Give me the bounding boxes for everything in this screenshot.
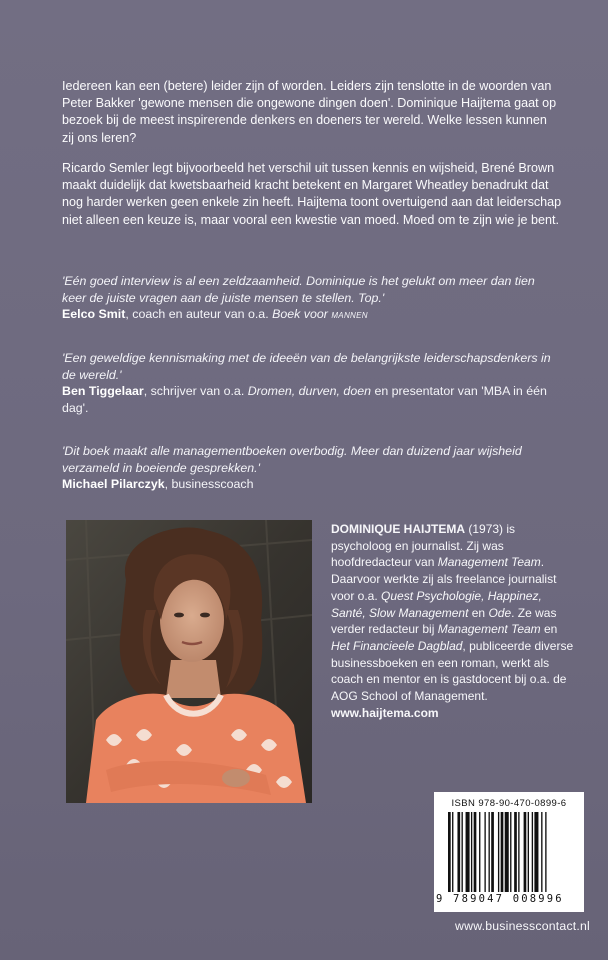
barcode-bar <box>498 812 499 892</box>
publisher-website: www.businesscontact.nl <box>455 919 590 933</box>
barcode-digits: 9 789047 008996 <box>436 893 564 905</box>
barcode-bar <box>491 812 494 892</box>
quote-author: Eelco Smit <box>62 307 126 322</box>
author-photo <box>66 520 312 803</box>
barcode-bar <box>545 812 546 892</box>
barcode-bars <box>448 812 576 892</box>
author-portrait-image <box>66 520 312 803</box>
barcode-bar <box>532 812 533 892</box>
quote-text: 'Een geweldige kennismaking met de ideeën van de belangrijkste leiderschapsdenkers in de wereld.' <box>62 351 551 382</box>
barcode-bar <box>518 812 519 892</box>
barcode-bar <box>457 812 460 892</box>
quote-text: 'Eén goed interview is al een zeldzaamheid. Dominique is het gelukt om meer dan tien keer de juiste vragen aan de juiste mensen te stellen. Top.' <box>62 274 535 305</box>
blurb-paragraph-2: Ricardo Semler legt bijvoorbeeld het verschil uit tussen kennis en wijsheid, Brené Brown maakt duidelijk dat kwetsbaarheid kracht betekent en Margaret Wheatley benadrukt dat nog harder werken geen enkele zin heeft. Haijtema toont overtuigend aan dat leiderschap niet alleen een keuze is, maar vooral een kwestie van moed. Moed om te zijn wie je bent. <box>62 161 562 227</box>
quote-attribution: Eelco Smit, coach en auteur van o.a. Boek voor MANNEN <box>62 307 368 322</box>
barcode-bar <box>510 812 511 892</box>
blurb-paragraph-1: Iedereen kan een (betere) leider zijn of worden. Leiders zijn tenslotte in de woorden van Peter Bakker 'gewone mensen die ongewone dingen doen'. Dominique Haijtema gaat op bezoek bij de meest inspirerende denkers en doeners ter wereld. Welke lessen kunnen zij ons leren? <box>62 79 557 145</box>
review-quote-2 <box>62 350 562 416</box>
barcode-bar <box>489 812 490 892</box>
review-quote-1 <box>62 273 562 325</box>
barcode-bar <box>474 812 477 892</box>
barcode-bar <box>541 812 542 892</box>
barcode-bar <box>466 812 470 892</box>
barcode-bar <box>534 812 538 892</box>
barcode-bar <box>501 812 504 892</box>
barcode-bar <box>471 812 472 892</box>
barcode-bar <box>514 812 517 892</box>
author-website: www.haijtema.com <box>331 705 439 720</box>
barcode-bar <box>448 812 451 892</box>
isbn-label: ISBN 978-90-470-0899-6 <box>451 798 567 809</box>
isbn-barcode <box>434 792 584 912</box>
quote-attribution: Ben Tiggelaar, schrijver van o.a. Dromen, durven, doen en presentator van 'MBA in één dag'. <box>62 384 547 415</box>
quote-author: Michael Pilarczyk <box>62 477 165 492</box>
author-bio: DOMINIQUE HAIJTEMA (1973) is psycholoog en journalist. Zij was hoofdredacteur van Management Team. Daarvoor werkte zij als freelance journalist voor o.a. Quest Psychologie, Happinez, Santé, Slow Management en Ode. Ze was verder redacteur bij Management Team en Het Financieele Dagblad, publiceerde diverse businessboeken en een roman, werkt als coach en mentor en is gastdocent bij o.a. de AOG School of Management. www.haijtema.com <box>331 522 574 720</box>
barcode-bar <box>452 812 453 892</box>
quote-text: 'Dit boek maakt alle managementboeken overbodig. Meer dan duizend jaar wijsheid verzameld in boeiende gesprekken.' <box>62 444 522 475</box>
barcode-bar <box>528 812 529 892</box>
barcode-bar <box>462 812 463 892</box>
quote-author: Ben Tiggelaar <box>62 384 144 399</box>
author-name: DOMINIQUE HAIJTEMA <box>331 522 466 536</box>
barcode-bar <box>505 812 509 892</box>
quote-attribution: Michael Pilarczyk, businesscoach <box>62 477 254 492</box>
review-quote-3 <box>62 443 562 493</box>
barcode-bar <box>484 812 485 892</box>
barcode-bar <box>479 812 480 892</box>
barcode-bar <box>524 812 527 892</box>
